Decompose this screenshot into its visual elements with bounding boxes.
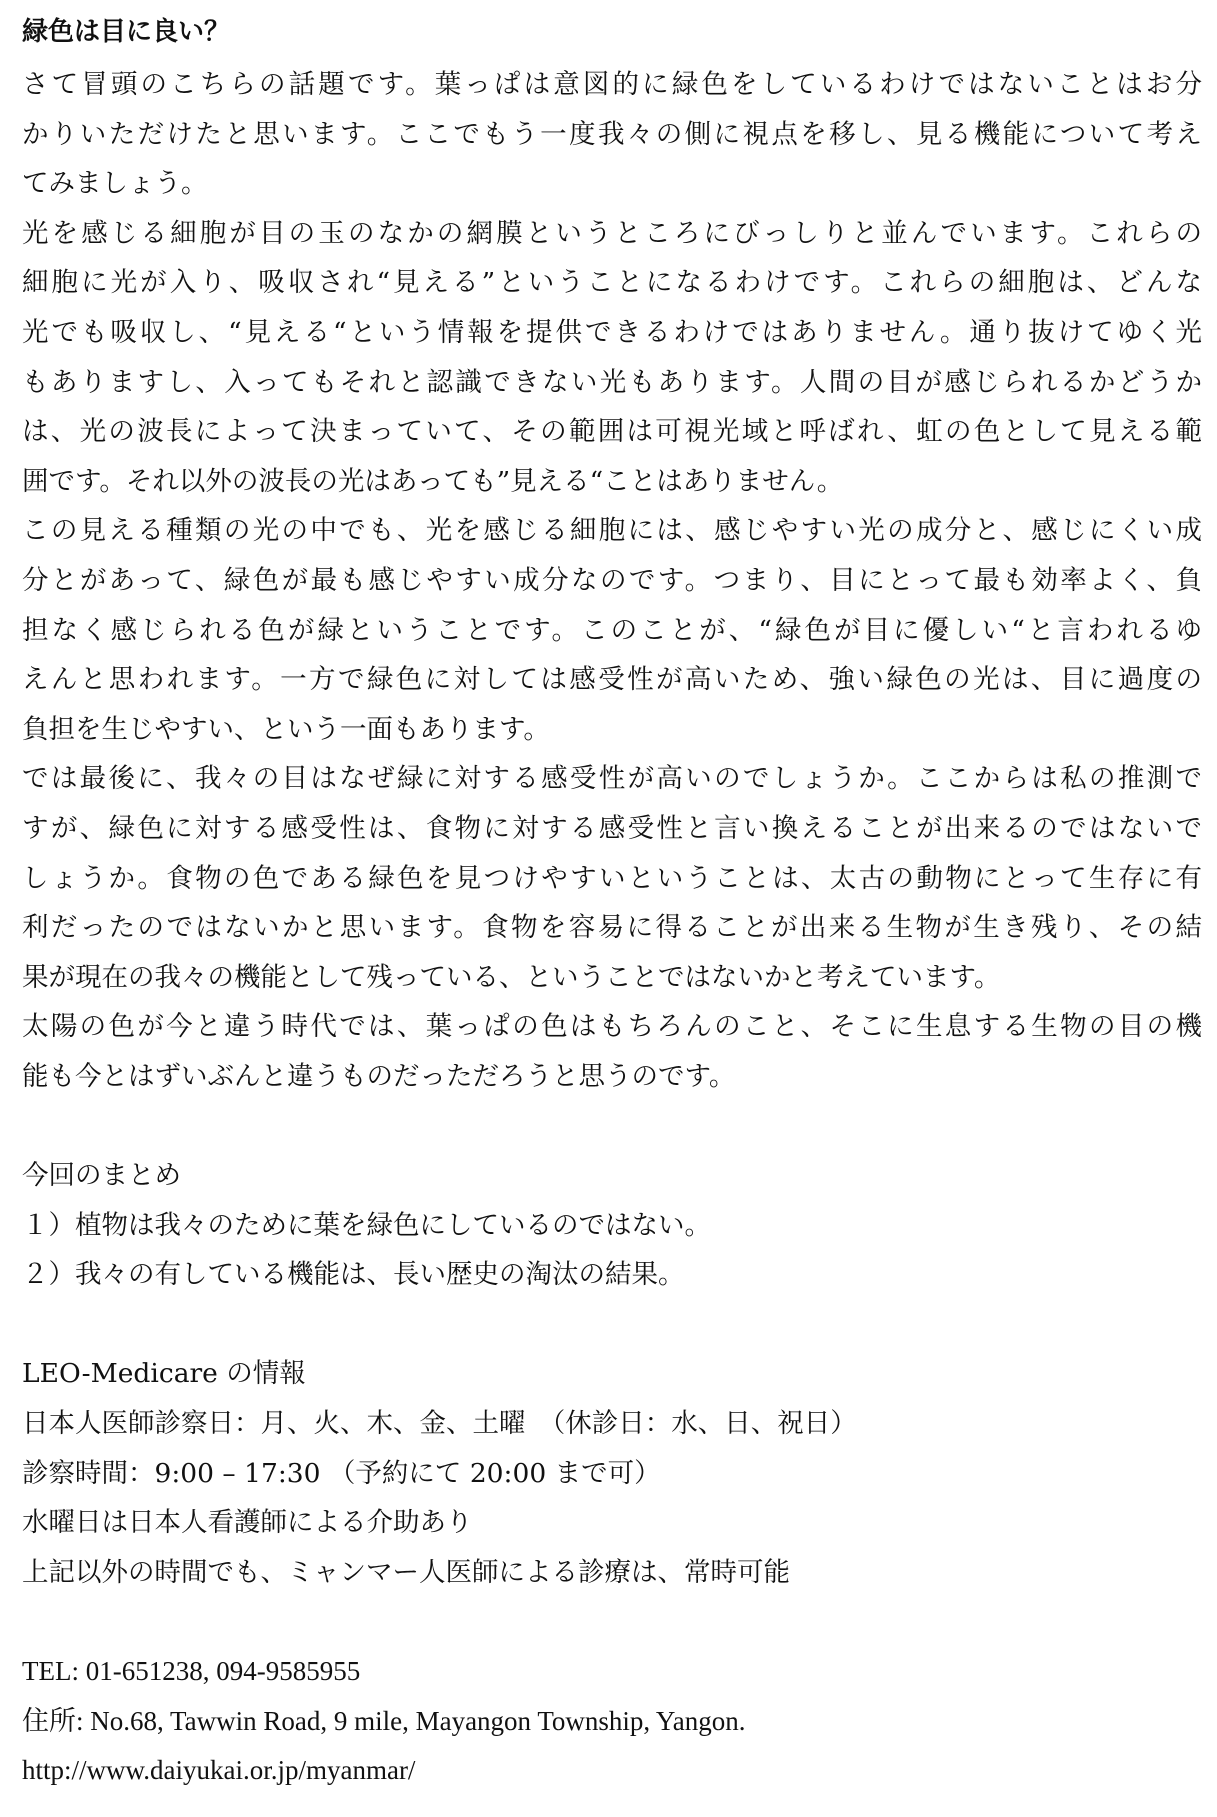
paragraph-line: 果が現在の我々の機能として残っている、ということではないかと考えています。 xyxy=(22,961,1001,993)
clinic-nurse-note: 水曜日は日本人看護師による介助あり xyxy=(22,1507,473,1539)
contact-section xyxy=(22,1647,1202,1796)
clinic-info-heading: LEO-Medicare の情報 xyxy=(22,1358,306,1390)
summary-heading: 今回のまとめ xyxy=(22,1160,181,1192)
paragraph-line: 太陽の色が今と違う時代では、葉っぱの色はもちろんのこと、そこに生息する生物の目の機 xyxy=(22,1011,1202,1043)
summary-item: １）植物は我々のために葉を緑色にしているのではない。 xyxy=(22,1209,711,1241)
paragraph-line: 囲です。それ以外の波長の光はあっても”見える“ことはありません。 xyxy=(22,465,844,497)
paragraph-intro xyxy=(22,60,1202,209)
paragraph-line: 能も今とはずいぶんと違うものだっただろうと思うのです。 xyxy=(22,1060,736,1092)
paragraph-line: さて冒頭のこちらの話題です。葉っぱは意図的に緑色をしているわけではないことはお分 xyxy=(22,69,1202,100)
paragraph-line: 利だったのではないかと思います。食物を容易に得ることが出来る生物が生き残り、その結 xyxy=(22,912,1202,944)
paragraph-line: は、光の波長によって決まっていて、その範囲は可視光域と呼ばれ、虹の色として見える範 xyxy=(22,416,1202,448)
paragraph-line: 光でも吸収し、“見える“という情報を提供できるわけではありません。通り抜けてゆく光 xyxy=(22,316,1202,348)
paragraph-line: 細胞に光が入り、吸収され“見える”ということになるわけです。これらの細胞は、どんな xyxy=(22,267,1202,299)
article-title: 緑色は目に良い？ xyxy=(22,17,231,47)
contact-address: 住所: No.68, Tawwin Road, 9 mile, Mayangon Township, Yangon. xyxy=(22,1705,746,1736)
contact-tel: TEL: 01-651238, 094-9585955 xyxy=(22,1656,361,1686)
paragraph-line: すが、緑色に対する感受性は、食物に対する感受性と言い換えることが出来るのではないで xyxy=(22,812,1202,844)
paragraph-line: てみましょう。 xyxy=(22,168,208,200)
clinic-local-doctor-note: 上記以外の時間でも、ミャンマー人医師による診療は、常時可能 xyxy=(22,1556,790,1588)
paragraph-line: 分とがあって、緑色が最も感じやすい成分なのです。つまり、目にとって最も効率よく、負 xyxy=(22,564,1202,596)
paragraph-speculation xyxy=(22,754,1202,1002)
paragraph-line: では最後に、我々の目はなぜ緑に対する感受性が高いのでしょうか。ここからは私の推測で xyxy=(22,763,1202,795)
paragraph-line: かりいただけたと思います。ここでもう一度我々の側に視点を移し、見る機能について考え xyxy=(22,118,1202,150)
paragraph-conclusion xyxy=(22,1002,1202,1101)
paragraph-line: 担なく感じられる色が緑ということです。このことが、“緑色が目に優しい“と言われるゆ xyxy=(22,614,1202,646)
contact-url: http://www.daiyukai.or.jp/myanmar/ xyxy=(22,1755,416,1786)
clinic-info-section xyxy=(22,1349,1202,1597)
summary-section xyxy=(22,1151,1202,1300)
paragraph-green-sensitivity xyxy=(22,506,1202,754)
summary-item: ２）我々の有している機能は、長い歴史の淘汰の結果。 xyxy=(22,1259,685,1291)
paragraph-line: しょうか。食物の色である緑色を見つけやすいということは、太古の動物にとって生存に有 xyxy=(22,862,1202,894)
spacer xyxy=(22,1597,1202,1647)
paragraph-line: もありますし、入ってもそれと認識できない光もあります。人間の目が感じられるかどうか xyxy=(22,366,1202,398)
clinic-hours: 診察時間：9:00 – 17:30 （予約にて 20:00 まで可） xyxy=(22,1457,661,1489)
paragraph-line: 光を感じる細胞が目の玉のなかの網膜というところにびっしりと並んでいます。これらの xyxy=(22,217,1202,249)
document-page xyxy=(22,0,1202,1796)
paragraph-line: この見える種類の光の中でも、光を感じる細胞には、感じやすい光の成分と、感じにくい成 xyxy=(22,515,1202,547)
spacer xyxy=(22,1300,1202,1350)
paragraph-line: えんと思われます。一方で緑色に対しては感受性が高いため、強い緑色の光は、目に過度の xyxy=(22,664,1202,696)
paragraph-line: 負担を生じやすい、という一面もあります。 xyxy=(22,713,550,745)
paragraph-photoreceptors xyxy=(22,209,1202,507)
clinic-days: 日本人医師診察日：月、火、木、金、土曜 （休診日：水、日、祝日） xyxy=(22,1408,857,1440)
spacer xyxy=(22,1101,1202,1151)
